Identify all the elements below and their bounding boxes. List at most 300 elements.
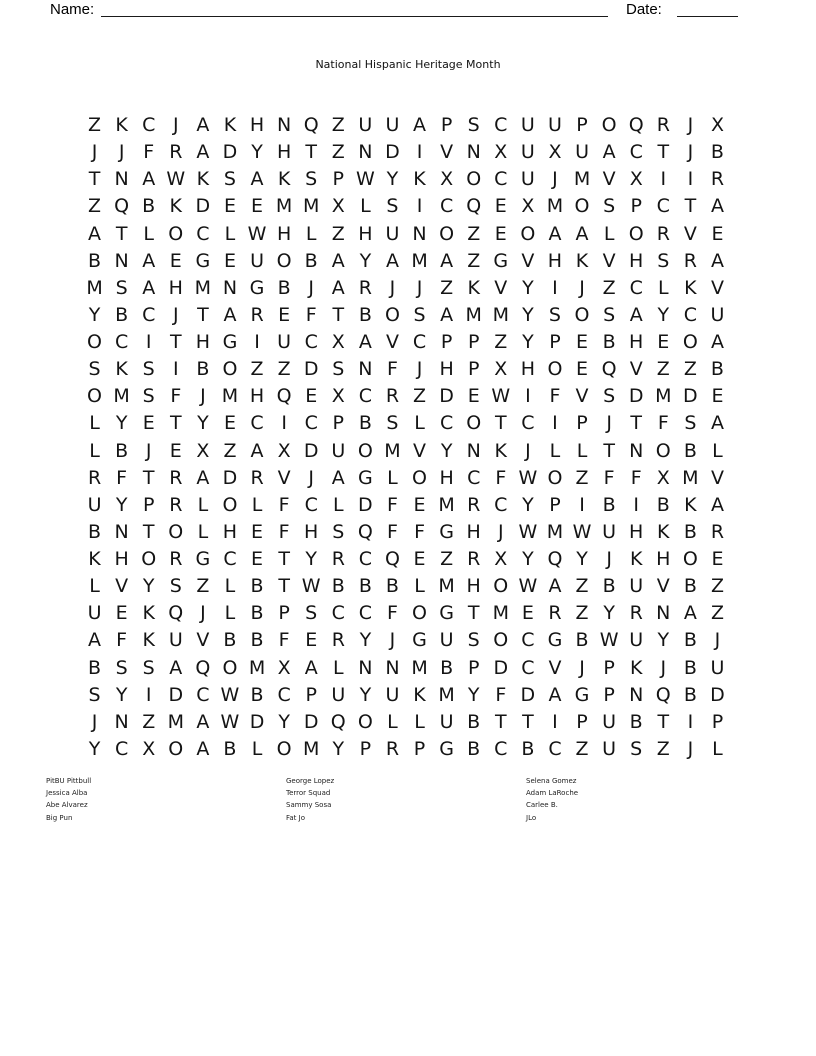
grid-letter: U — [385, 114, 400, 137]
grid-letter: S — [657, 249, 670, 272]
grid-letter: H — [304, 520, 319, 543]
grid-letter: E — [223, 195, 236, 218]
grid-letter: P — [142, 493, 155, 516]
grid-letter: O — [628, 222, 644, 245]
grid-letter: A — [358, 331, 372, 354]
grid-letter: Y — [522, 548, 534, 571]
grid-letter: P — [576, 710, 588, 733]
grid-letter: F — [305, 303, 317, 326]
grid-letter: J — [606, 412, 612, 435]
grid-letter: J — [579, 276, 585, 299]
grid-letter: W — [491, 385, 511, 408]
grid-letter: H — [656, 548, 671, 571]
grid-letter: I — [579, 493, 585, 516]
grid-letter: V — [575, 385, 589, 408]
grid-letter: Z — [710, 602, 724, 625]
grid-letter: V — [656, 575, 670, 598]
grid-letter: H — [629, 331, 644, 354]
word-list-item: Abe Alvarez — [46, 801, 88, 810]
grid-letter: T — [603, 439, 615, 462]
grid-letter: A — [196, 466, 210, 489]
grid-letter: U — [602, 737, 617, 760]
grid-letter: G — [195, 249, 211, 272]
grid-letter: R — [385, 385, 400, 408]
name-label: Name: — [50, 1, 95, 18]
grid-letter: M — [438, 575, 455, 598]
grid-letter: B — [223, 737, 237, 760]
grid-letter: P — [467, 358, 480, 381]
grid-letter: B — [629, 710, 643, 733]
grid-letter: E — [576, 331, 589, 354]
grid-letter: S — [467, 629, 480, 652]
grid-letter: H — [195, 331, 211, 354]
grid-letter: F — [116, 629, 128, 652]
grid-letter: D — [358, 493, 373, 516]
grid-letter: O — [384, 303, 400, 326]
grid-letter: J — [308, 276, 314, 299]
word-list-column — [46, 775, 266, 824]
grid-letter: O — [547, 466, 563, 489]
grid-letter: H — [249, 385, 265, 408]
grid-letter: A — [710, 412, 724, 435]
grid-letter: Z — [656, 358, 670, 381]
grid-letter: T — [115, 222, 128, 245]
grid-letter: R — [710, 168, 725, 191]
grid-letter: V — [385, 331, 399, 354]
grid-letter: O — [466, 168, 482, 191]
grid-letter: B — [196, 358, 210, 381]
grid-letter: D — [222, 466, 238, 489]
grid-letter: E — [142, 412, 155, 435]
grid-letter: W — [518, 575, 538, 598]
puzzle-title: National Hispanic Heritage Month — [315, 58, 501, 71]
grid-letter: V — [548, 656, 562, 679]
grid-letter: U — [710, 656, 725, 679]
grid-letter: C — [142, 114, 156, 137]
grid-letter: J — [172, 114, 179, 137]
grid-letter: S — [142, 385, 155, 408]
grid-letter: K — [277, 168, 291, 191]
grid-letter: C — [331, 602, 345, 625]
grid-letter: O — [601, 114, 617, 137]
grid-letter: L — [251, 493, 263, 516]
grid-letter: B — [683, 629, 697, 652]
grid-letter: E — [251, 195, 264, 218]
grid-letter: B — [88, 249, 102, 272]
grid-letter: L — [224, 222, 236, 245]
grid-letter: M — [384, 439, 401, 462]
grid-letter: E — [711, 548, 724, 571]
grid-letter: U — [87, 602, 102, 625]
grid-letter: U — [385, 222, 400, 245]
grid-letter: B — [710, 141, 724, 164]
grid-letter: G — [574, 683, 590, 706]
grid-letter: S — [223, 168, 236, 191]
grid-letter: E — [576, 358, 589, 381]
grid-letter: H — [276, 141, 292, 164]
grid-letter: Z — [710, 575, 724, 598]
grid-letter: T — [142, 466, 155, 489]
grid-letter: Y — [657, 629, 670, 652]
grid-letter: L — [360, 195, 371, 218]
grid-letter: F — [386, 520, 398, 543]
grid-letter: J — [389, 276, 396, 299]
grid-letter: I — [633, 493, 639, 516]
grid-letter: Q — [601, 358, 617, 381]
word-list-item: Big Pun — [46, 813, 73, 822]
grid-letter: U — [439, 710, 454, 733]
grid-letter: N — [385, 656, 400, 679]
grid-letter: J — [606, 548, 612, 571]
grid-letter: Y — [603, 602, 615, 625]
grid-letter: M — [573, 168, 591, 191]
grid-letter: F — [116, 466, 128, 489]
grid-letter: Z — [440, 548, 454, 571]
grid-letter: G — [493, 249, 509, 272]
grid-letter: K — [629, 656, 643, 679]
grid-letter: J — [118, 141, 125, 164]
grid-letter: O — [168, 520, 184, 543]
grid-letter: O — [574, 195, 590, 218]
word-list-item: Fat Jo — [286, 813, 305, 822]
grid-letter: P — [549, 331, 561, 354]
grid-letter: A — [548, 575, 562, 598]
grid-letter: Z — [575, 575, 589, 598]
grid-letter: V — [196, 629, 210, 652]
grid-letter: L — [332, 656, 344, 679]
grid-letter: P — [630, 195, 642, 218]
grid-letter: O — [222, 656, 238, 679]
grid-letter: I — [552, 276, 558, 299]
grid-letter: A — [548, 683, 562, 706]
grid-letter: C — [114, 737, 129, 760]
grid-letter: C — [494, 114, 508, 137]
grid-letter: F — [495, 683, 507, 706]
grid-letter: L — [712, 737, 723, 760]
grid-letter: U — [629, 629, 644, 652]
grid-letter: T — [197, 303, 209, 326]
grid-letter: A — [304, 656, 318, 679]
grid-letter: J — [200, 385, 206, 408]
grid-letter: W — [301, 575, 321, 598]
grid-letter: O — [655, 439, 671, 462]
grid-letter: J — [714, 629, 721, 652]
grid-letter: C — [521, 656, 535, 679]
grid-letter: I — [552, 710, 558, 733]
word-search-grid — [81, 112, 731, 763]
grid-letter: B — [142, 195, 156, 218]
word-list — [0, 775, 816, 830]
grid-letter: P — [576, 114, 588, 137]
grid-letter: Q — [628, 114, 644, 137]
grid-letter: F — [170, 385, 182, 408]
grid-letter: L — [89, 575, 100, 598]
grid-letter: Z — [467, 249, 481, 272]
grid-letter: A — [331, 466, 345, 489]
grid-letter: P — [440, 331, 453, 354]
grid-letter: F — [278, 520, 290, 543]
grid-letter: K — [223, 114, 237, 137]
grid-letter: Z — [88, 195, 102, 218]
grid-letter: C — [196, 222, 210, 245]
grid-letter: B — [277, 276, 291, 299]
grid-letter: H — [439, 466, 454, 489]
grid-letter: T — [494, 710, 507, 733]
grid-letter: V — [683, 222, 697, 245]
grid-letter: Z — [196, 575, 210, 598]
grid-letter: E — [657, 331, 670, 354]
grid-letter: N — [629, 683, 644, 706]
grid-letter: B — [250, 602, 264, 625]
grid-letter: E — [711, 385, 724, 408]
grid-letter: B — [467, 737, 481, 760]
grid-letter: N — [277, 114, 292, 137]
grid-letter: D — [222, 141, 238, 164]
grid-letter: L — [89, 439, 100, 462]
grid-letter: T — [657, 710, 670, 733]
grid-letter: U — [629, 575, 644, 598]
grid-letter: R — [358, 276, 372, 299]
grid-letter: Y — [522, 303, 534, 326]
grid-letter: Z — [331, 141, 345, 164]
grid-letter: Y — [278, 710, 290, 733]
grid-letter: A — [710, 331, 724, 354]
grid-letter: C — [494, 737, 508, 760]
grid-letter: O — [87, 385, 103, 408]
grid-letter: L — [251, 737, 263, 760]
grid-letter: L — [414, 710, 425, 733]
grid-letter: Y — [251, 141, 263, 164]
grid-letter: R — [331, 548, 345, 571]
grid-letter: Y — [142, 575, 155, 598]
grid-letter: E — [115, 602, 128, 625]
grid-letter: H — [168, 276, 183, 299]
grid-letter: M — [438, 493, 455, 516]
grid-letter: B — [115, 439, 129, 462]
grid-letter: M — [194, 276, 212, 299]
grid-letter: B — [710, 358, 724, 381]
grid-letter: R — [250, 303, 264, 326]
grid-letter: V — [440, 141, 454, 164]
grid-letter: X — [494, 548, 508, 571]
grid-letter: B — [602, 331, 616, 354]
grid-letter: Z — [575, 602, 589, 625]
grid-letter: Y — [359, 683, 372, 706]
grid-letter: T — [142, 520, 155, 543]
grid-letter: E — [305, 385, 318, 408]
grid-letter: F — [603, 466, 615, 489]
grid-letter: D — [385, 141, 400, 164]
grid-letter: S — [142, 358, 155, 381]
grid-letter: R — [467, 548, 481, 571]
grid-letter: O — [276, 737, 292, 760]
grid-letter: F — [278, 493, 290, 516]
grid-letter: Y — [88, 737, 101, 760]
grid-letter: C — [412, 331, 427, 354]
grid-letter: U — [277, 331, 292, 354]
grid-letter: E — [305, 629, 318, 652]
grid-letter: K — [684, 493, 697, 516]
grid-letter: I — [145, 683, 152, 706]
grid-letter: I — [687, 710, 694, 733]
grid-letter: J — [145, 439, 152, 462]
word-list-column — [526, 775, 746, 824]
grid-letter: C — [142, 303, 156, 326]
grid-letter: M — [492, 303, 509, 326]
grid-letter: D — [303, 710, 319, 733]
grid-letter: Q — [195, 656, 211, 679]
grid-letter: R — [656, 222, 670, 245]
grid-letter: F — [549, 385, 561, 408]
grid-letter: T — [630, 412, 642, 435]
grid-letter: M — [438, 683, 455, 706]
grid-letter: T — [278, 575, 290, 598]
grid-letter: M — [465, 303, 482, 326]
grid-letter: B — [250, 575, 264, 598]
grid-letter: B — [358, 575, 372, 598]
grid-letter: W — [518, 520, 538, 543]
grid-letter: A — [710, 249, 724, 272]
grid-letter: C — [304, 331, 318, 354]
grid-letter: C — [683, 303, 697, 326]
grid-letter: T — [332, 303, 345, 326]
grid-letter: T — [657, 141, 670, 164]
grid-letter: V — [602, 249, 616, 272]
grid-letter: J — [172, 303, 179, 326]
grid-letter: M — [655, 385, 672, 408]
grid-letter: G — [547, 629, 563, 652]
grid-letter: W — [518, 466, 538, 489]
grid-letter: F — [495, 466, 507, 489]
grid-letter: W — [166, 168, 186, 191]
grid-letter: L — [224, 575, 236, 598]
grid-letter: J — [687, 114, 694, 137]
grid-letter: A — [142, 249, 156, 272]
grid-letter: I — [687, 168, 694, 191]
grid-letter: U — [331, 439, 346, 462]
grid-letter: A — [88, 222, 102, 245]
grid-letter: Y — [305, 548, 317, 571]
grid-letter: B — [331, 575, 345, 598]
grid-letter: Q — [384, 548, 400, 571]
grid-letter: Q — [330, 710, 346, 733]
grid-letter: T — [88, 168, 101, 191]
grid-letter: J — [525, 439, 531, 462]
grid-letter: Z — [494, 331, 508, 354]
grid-letter: S — [305, 168, 318, 191]
grid-letter: O — [357, 710, 373, 733]
grid-letter: C — [439, 195, 454, 218]
grid-letter: X — [196, 439, 210, 462]
grid-letter: W — [599, 629, 619, 652]
grid-letter: Y — [115, 683, 128, 706]
grid-letter: N — [358, 141, 373, 164]
grid-letter: A — [196, 141, 210, 164]
grid-letter: U — [87, 493, 102, 516]
grid-letter: O — [222, 358, 238, 381]
grid-letter: H — [249, 114, 265, 137]
grid-letter: H — [629, 249, 644, 272]
grid-letter: R — [169, 493, 183, 516]
grid-letter: N — [222, 276, 238, 299]
grid-letter: O — [547, 358, 563, 381]
grid-letter: O — [466, 412, 482, 435]
grid-letter: S — [88, 358, 101, 381]
grid-letter: L — [387, 466, 398, 489]
grid-letter: K — [88, 548, 101, 571]
grid-letter: B — [683, 683, 697, 706]
grid-letter: U — [250, 249, 264, 272]
grid-letter: S — [115, 656, 128, 679]
grid-letter: V — [277, 466, 291, 489]
grid-letter: S — [305, 602, 318, 625]
grid-letter: A — [385, 249, 399, 272]
grid-letter: E — [521, 602, 534, 625]
date-blank-line — [677, 0, 738, 17]
grid-letter: J — [389, 629, 396, 652]
grid-letter: J — [552, 168, 558, 191]
grid-letter: Y — [522, 276, 534, 299]
grid-letter: B — [683, 520, 697, 543]
grid-letter: L — [197, 520, 209, 543]
grid-letter: Y — [88, 303, 101, 326]
grid-letter: P — [332, 168, 345, 191]
grid-letter: B — [440, 656, 454, 679]
grid-letter: R — [169, 548, 183, 571]
grid-letter: M — [248, 656, 266, 679]
grid-letter: T — [522, 710, 534, 733]
grid-letter: O — [493, 629, 509, 652]
grid-letter: M — [492, 602, 509, 625]
grid-letter: J — [416, 276, 423, 299]
grid-letter: P — [305, 683, 317, 706]
grid-letter: D — [683, 385, 698, 408]
grid-letter: U — [439, 629, 454, 652]
grid-letter: A — [629, 303, 643, 326]
grid-letter: H — [222, 520, 238, 543]
grid-letter: N — [114, 710, 129, 733]
grid-letter: I — [281, 412, 287, 435]
grid-letter: M — [221, 385, 239, 408]
grid-letter: L — [549, 439, 561, 462]
grid-letter: B — [683, 575, 697, 598]
grid-letter: D — [249, 710, 265, 733]
grid-letter: A — [710, 493, 724, 516]
grid-letter: S — [548, 303, 561, 326]
grid-letter: T — [169, 331, 182, 354]
grid-letter: N — [629, 439, 644, 462]
grid-letter: D — [520, 683, 536, 706]
word-list-item: Terror Squad — [286, 789, 331, 798]
grid-letter: V — [521, 249, 535, 272]
grid-letter: B — [683, 656, 697, 679]
grid-letter: S — [603, 385, 616, 408]
grid-letter: A — [169, 656, 183, 679]
grid-letter: F — [386, 602, 398, 625]
grid-letter: L — [197, 493, 209, 516]
grid-letter: T — [305, 141, 317, 164]
grid-letter: X — [656, 466, 670, 489]
grid-letter: W — [220, 710, 240, 733]
grid-letter: X — [440, 168, 454, 191]
grid-letter: C — [521, 629, 535, 652]
grid-letter: E — [467, 385, 480, 408]
grid-letter: L — [576, 439, 588, 462]
grid-letter: Z — [602, 276, 616, 299]
grid-letter: N — [466, 141, 481, 164]
grid-letter: B — [304, 249, 318, 272]
grid-letter: S — [169, 575, 182, 598]
